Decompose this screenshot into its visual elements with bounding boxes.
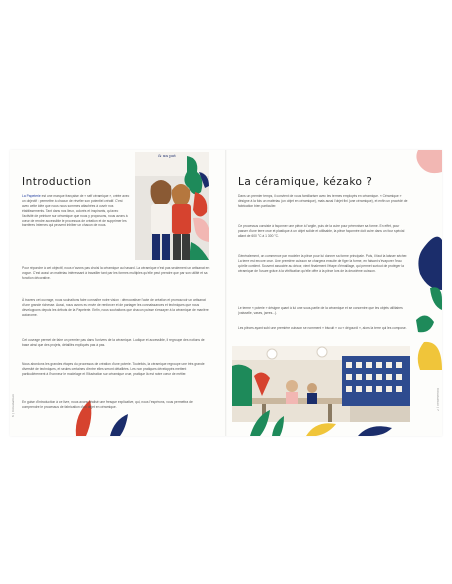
right-paragraph-5: Les pièces ayant subi une première cuisson se nomment « biscuit » ou « dégourdi », alors la terre qui les compose. — [238, 326, 407, 330]
left-paragraph-2: Pour répondre à cet objectif, nous n'avons pas choisi la céramique au hasard. La céramique n'est pas seulement un artisanat en vogue. C'est aussi un matériau intéressant à travailler tant par les formes multiples qu'elle peut prendre que par son utilité et sa fonction décorative. — [22, 266, 210, 280]
book-spread — [10, 150, 442, 436]
pink-blob-top-right — [410, 150, 442, 176]
left-paragraph-3: À travers cet ouvrage, nous souhaitons faire connaître notre vision : démocratiser l'acte de création et promouvoir un artisanat d'une grande richesse. Aussi, nous avons eu envie de renforcer et de partager les connaissances et techniques que nous développons depuis les débuts de la Papeterie. Enfin, nous souhaitons que chacun puisse s'essayer à la céramique de manière autonome. — [22, 298, 209, 317]
right-paragraph-4: Le terme « poterie » désigne quant à lui une sous-partie de la céramique et se concentre que les objets utilitaires (vaisselle, vases, jarres...). — [238, 306, 403, 315]
right-page-title: La céramique, kézako ? — [238, 176, 373, 188]
right-paragraph-2: Ce processus consiste à façonner une pièce à l'argile, puis de la cuire pour pérenniser sa forme. En effet, pour passer d'une terre crue et plastique à un objet solide et utilisable, la pièce façonnée doit cuire dans un four spécial allant de 600 °C à 1 300 °C. — [238, 224, 405, 238]
photo-caption: & un pot — [158, 153, 176, 158]
photo-founders — [135, 152, 209, 260]
right-page-number: Introduction | 7 — [436, 388, 440, 411]
left-paragraph-5: Nous abordons les grandes étapes du processus de création d'une poterie. Toutefois, la céramique regroupe une très grande diversité de techniques, et seules certaines d'entre elles seront détaillées. Les non pratiques développés mettent particulièrement à l'honneur le modelage et l'illustration sur céramique crue, pratique là est notre cœur de métier. — [22, 362, 205, 376]
brand-name: La Papeterie — [22, 194, 41, 198]
left-page-number: 6 | Introduction — [11, 394, 15, 417]
right-paragraph-1: Dans un premier temps, il convient de vous familiariser avec les termes employés en céramique. « Céramique » désigne à la fois un matériau (un objet en céramique), mais aussi l'objet fini (une céramique), et enfin un procédé de fabrication bien particulier. — [238, 194, 408, 208]
book-gutter — [225, 150, 227, 436]
left-paragraph-1: La Papeterie est une marque française de « self céramique », créée avec un objectif : permettre à chacun de révéler son potentiel créatif. C'est avec cette idée que nous nous sommes attachées à ouvrir nos établissements. Tant dans nos lieux, colorés et inspirants, qu'avec l'activité de peinture sur céramique que nous y proposons, nous avons à cœur de rendre accessible le processus de création et de supprimer les barrières Internes qui peuvent inhiber un chacun de nous. — [22, 194, 130, 228]
left-page-title: Introduction — [22, 176, 92, 188]
founders-illustration — [135, 152, 209, 260]
left-paragraph-4: Cet ouvrage permet de faire un premier pas dans l'univers de la céramique. Ludique et accessible, il regroupe des notions de base ainsi que des projets, détaillés expliqués pas à pas. — [22, 338, 205, 347]
shapes-right-edge — [406, 230, 442, 370]
left-paragraph-6: En guise d'introduction à ce livre, nous avons réalisé une fresque explicative, qui, nous l'espérons, vous permettra de comprendre le processus de fabrication d'un objet en céramique. — [22, 400, 193, 409]
leaf-decoration-bottom-right — [246, 402, 396, 436]
right-paragraph-3: Généralement, on commence par modeler la pièce pour lui donner sa forme principale. Puis, il faut la laisser sécher. La terre est encore crue. Une première cuisson se chargera ensuite de figer la forme, en faisant s'évaporer l'eau qu'elle contient. Souvent associée au décor, vient finalement l'étape d'émaillage, qui permet surtout de protéger la céramique de l'usure grâce à la vitrification qu'elle offre à la pièce lors de la deuxième cuisson. — [238, 254, 408, 273]
